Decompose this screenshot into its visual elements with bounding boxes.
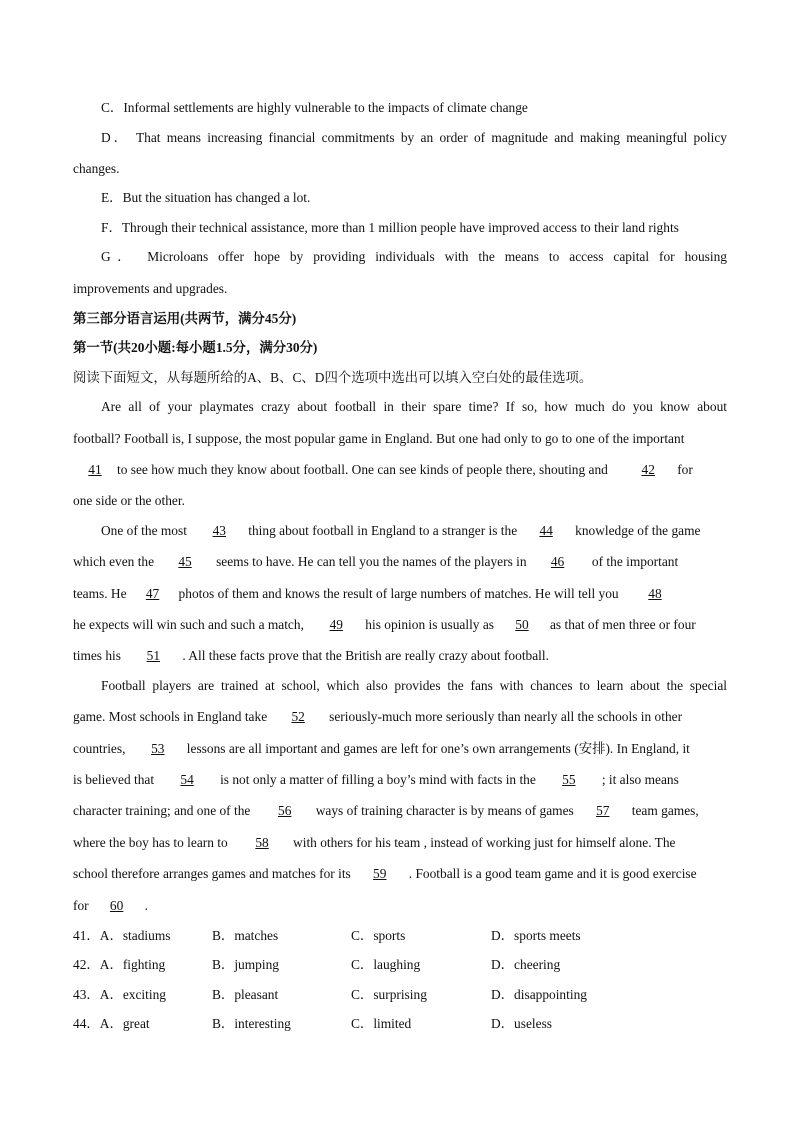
passage-line: one side or the other. bbox=[73, 493, 185, 508]
passage-text: photos of them and knows the result of large numbers of matches. He will tell you bbox=[178, 586, 622, 601]
blank-55: 55 bbox=[562, 772, 576, 787]
question-choice-a: 43．A．exciting bbox=[73, 987, 166, 1002]
passage-text: is believed that bbox=[73, 772, 155, 787]
blank-41: 41 bbox=[88, 462, 102, 477]
passage-text: where the boy has to learn to bbox=[73, 835, 232, 850]
question-choice-d: D．disappointing bbox=[491, 987, 587, 1002]
question-choice-a: 42．A．fighting bbox=[73, 957, 166, 972]
passage-text: seriously-much more seriously than nearly all the schools in other bbox=[329, 709, 683, 724]
passage-text: teams. He bbox=[73, 586, 127, 601]
question-choice-c: C．sports bbox=[351, 928, 406, 943]
blank-52: 52 bbox=[291, 709, 305, 724]
passage-line bbox=[73, 553, 678, 571]
passage-text: game. Most schools in England take bbox=[73, 709, 268, 724]
passage-line bbox=[73, 430, 684, 448]
blank-45: 45 bbox=[178, 554, 192, 569]
question-choice-a: 41．A．stadiums bbox=[73, 928, 171, 943]
blank-50: 50 bbox=[515, 617, 529, 632]
instruction: 阅读下面短文，从每题所给的A、B、C、D四个选项中选出可以填入空白处的最佳选项。 bbox=[73, 370, 593, 385]
part-title: 第三部分语言运用(共两节，满分45分) bbox=[73, 311, 297, 326]
option-d: D． That means increasing financial commitments by an order of magnitude and making meaningful policy bbox=[101, 130, 727, 145]
section-title: 第一节(共20小题:每小题1.5分，满分30分) bbox=[73, 340, 318, 355]
passage-text: knowledge of the game bbox=[575, 523, 701, 538]
passage-text: . bbox=[144, 898, 148, 913]
passage-text: thing about football in England to a stranger is the bbox=[248, 523, 518, 538]
passage-text: as that of men three or four bbox=[549, 617, 696, 632]
passage-line: Are all of your playmates crazy about football in their spare time? If so, how much do you know about bbox=[101, 399, 727, 414]
question-choice-b: B．pleasant bbox=[212, 987, 279, 1002]
question-choice-c: C．limited bbox=[351, 1016, 412, 1031]
passage-text: seems to have. He can tell you the names of the players in bbox=[216, 554, 527, 569]
passage-text: character training; and one of the bbox=[73, 803, 254, 818]
option-d-cont: changes. bbox=[73, 161, 120, 176]
option-g: G． Microloans offer hope by providing individuals with the means to access capital for housing bbox=[101, 249, 727, 264]
passage-text: for bbox=[73, 898, 89, 913]
question-choice-d: D．useless bbox=[491, 1016, 552, 1031]
passage-line bbox=[73, 865, 697, 883]
passage-text: times his bbox=[73, 648, 125, 663]
question-choice-c: C．laughing bbox=[351, 957, 421, 972]
option-g-cont: improvements and upgrades. bbox=[73, 281, 228, 296]
blank-43: 43 bbox=[212, 523, 226, 538]
blank-44: 44 bbox=[539, 523, 553, 538]
passage-line bbox=[73, 834, 675, 852]
passage-line bbox=[73, 647, 549, 665]
passage-text: of the important bbox=[588, 554, 679, 569]
question-choice-d: D．sports meets bbox=[491, 928, 581, 943]
blank-56: 56 bbox=[278, 803, 292, 818]
passage-line bbox=[73, 708, 682, 726]
passage-line bbox=[73, 461, 693, 479]
passage-text: is not only a matter of filling a boy’s mind with facts in the bbox=[220, 772, 536, 787]
passage-text: . All these facts prove that the British are really crazy about football. bbox=[182, 648, 549, 663]
passage-text: to see how much they know about football. One can see kinds of people there, shouting and bbox=[117, 462, 612, 477]
blank-46: 46 bbox=[550, 554, 565, 569]
passage-text: . Football is a good team game and it is good exercise bbox=[408, 866, 697, 881]
question-choice-b: B．jumping bbox=[212, 957, 279, 972]
blank-59: 59 bbox=[373, 866, 387, 881]
passage-line bbox=[73, 585, 684, 603]
blank-53: 53 bbox=[151, 741, 165, 756]
blank-51: 51 bbox=[146, 648, 161, 663]
blank-58: 58 bbox=[255, 835, 269, 850]
passage-line bbox=[73, 802, 699, 820]
blank-54: 54 bbox=[180, 772, 194, 787]
option-e: E．But the situation has changed a lot. bbox=[101, 190, 311, 205]
blank-42: 42 bbox=[641, 462, 655, 477]
passage-text: his opinion is usually as bbox=[365, 617, 494, 632]
question-choice-b: B．matches bbox=[212, 928, 279, 943]
blank-60: 60 bbox=[109, 898, 124, 913]
blank-48: 48 bbox=[648, 586, 662, 601]
option-c: C．Informal settlements are highly vulnerable to the impacts of climate change bbox=[101, 100, 528, 115]
option-f: F．Through their technical assistance, more than 1 million people have improved access to their land rights bbox=[101, 220, 679, 235]
passage-line bbox=[73, 740, 690, 758]
passage-line: Football players are trained at school, which also provides the fans with chances to learn about the special bbox=[101, 678, 727, 693]
passage-text: for bbox=[677, 462, 693, 477]
blank-47: 47 bbox=[145, 586, 160, 601]
passage-line bbox=[73, 771, 679, 789]
passage-text: with others for his team , instead of working just for himself alone. The bbox=[293, 835, 676, 850]
passage-text: which even the bbox=[73, 554, 155, 569]
passage-line bbox=[73, 897, 148, 915]
question-choice-d: D．cheering bbox=[491, 957, 561, 972]
passage-text: countries, bbox=[73, 741, 129, 756]
passage-text: One of the most bbox=[101, 523, 191, 538]
passage-line bbox=[73, 616, 696, 634]
passage-text: he expects will win such and such a match, bbox=[73, 617, 308, 632]
passage-text: lessons are all important and games are left for one’s own arrangements (安排). In England, it bbox=[186, 741, 690, 756]
blank-49: 49 bbox=[329, 617, 343, 632]
passage-text: team games, bbox=[631, 803, 699, 818]
passage-text: football? Football is, I suppose, the most popular game in England. But one had only to go to one of the important bbox=[73, 431, 685, 446]
question-choice-b: B．interesting bbox=[212, 1016, 291, 1031]
blank-57: 57 bbox=[596, 803, 610, 818]
passage-text: ; it also means bbox=[601, 772, 679, 787]
passage-line bbox=[101, 522, 700, 540]
passage-text: ways of training character is by means of games bbox=[315, 803, 574, 818]
question-choice-a: 44．A．great bbox=[73, 1016, 150, 1031]
question-choice-c: C．surprising bbox=[351, 987, 427, 1002]
passage-text: school therefore arranges games and matches for its bbox=[73, 866, 351, 881]
